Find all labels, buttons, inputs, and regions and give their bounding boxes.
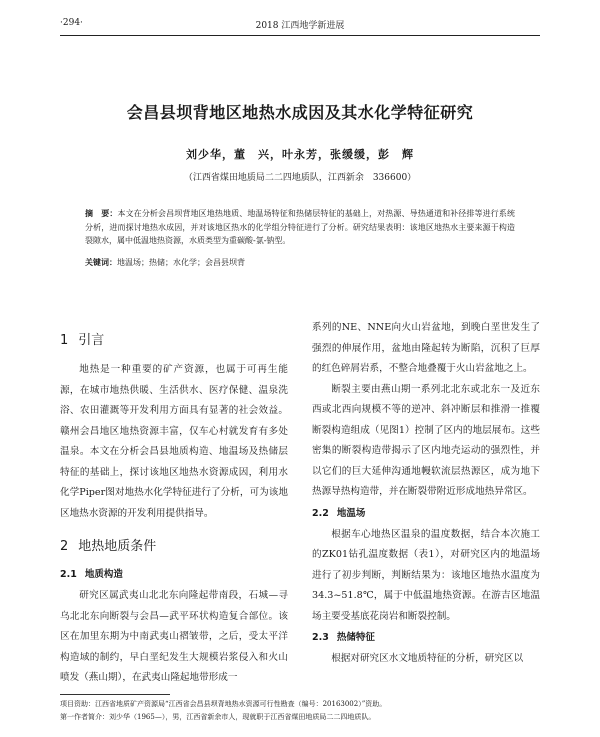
footnotes	[60, 698, 550, 724]
keywords-text: 地温场；热储；水化学；会昌县坝背	[117, 258, 245, 267]
paragraph: 地热是一种重要的矿产资源，也属于可再生能源，在城市地热供暖、生活供水、医疗保健、温泉洗浴、农田灌溉等开发利用方面具有显著的社会效益。赣州会昌地区地热资源丰富，仅车心村就发育有多处温泉。本文在分析会昌县地质构造、地温场及热储层特征的基础上，探讨该地区地热水资源成因，利用水化学Piper图对地热水化学特征进行了分析，可为该地区地热水资源的开发利用提供指导。	[60, 364, 288, 519]
section-number: 1	[60, 333, 69, 348]
subsection-title: 地温场	[336, 507, 366, 519]
paragraph: 系列的NE、NNE向火山岩盆地，到晚白垩世发生了强烈的伸展作用，盆地由隆起转为断陷，沉积了巨厚的红色碎屑岩系，不整合地叠覆于火山岩盆地之上。	[312, 322, 540, 374]
subsection-title: 热储特征	[336, 632, 375, 643]
subsection-heading-2-1	[60, 566, 288, 584]
footnote-funding: 项目资助：江西省地质矿产资源局“江西省会昌县坝背地热水资源可行性勘查（编号：20163002）”资助。	[60, 700, 387, 708]
subsection-heading-2-3	[312, 629, 540, 647]
right-column	[312, 318, 540, 670]
keywords-label: 关键词：	[85, 258, 117, 267]
paragraph: 根据车心地热区温泉的温度数据，结合本次施工的ZK01钻孔温度数据（表1），对研究区内的地温场进行了初步判断，判断结果为：该地区地热水温度为34.3~51.8℃，属于中低温地热资源。在游吉区地温场主要受基底花岗岩和断裂控制。	[312, 528, 540, 622]
abstract-label: 摘 要：	[85, 209, 118, 218]
section-title: 引言	[78, 333, 105, 348]
footnote-author: 第一作者简介：刘少华（1965—），男，江西省新余市人，现就职于江西省煤田地质局二二四地质队。	[60, 713, 376, 721]
running-header	[60, 18, 540, 36]
paragraph: 研究区属武夷山北北东向隆起带南段，石城—寻乌北北东向断裂与会昌—武平环状构造复合部位。该区在加里东期为中南武夷山褶皱带，之后，受太平洋构造域的制约，早白垩纪发生大规模岩浆侵入和火山喷发（燕山期），在武夷山隆起地带形成一	[60, 590, 288, 683]
page-number: ·294·	[60, 18, 83, 28]
subsection-number: 2.3	[312, 632, 329, 643]
paragraph: 根据对研究区水文地质特征的分析，研究区以	[331, 653, 524, 664]
authors: 刘少华，董 兴，叶永芳，张缓缓，彭 辉	[186, 148, 414, 161]
section-heading-1	[60, 330, 288, 352]
abstract-text: 本文在分析会昌坝背地区地热地质、地温场特征和热储层特征的基础上，对热源、导热通道和补径排等进行系统分析，进而探讨地热水成因，并对该地区热水的化学组分特征进行了分析。研究结果表明：该地区地热水主要来源于构造裂隙水，属中低温地热资源，水质类型为重碳酸-氯-钠型。	[85, 209, 516, 245]
keywords	[85, 256, 515, 269]
footnote-divider	[60, 694, 170, 695]
journal-name: 2018 江西地学新进展	[255, 21, 345, 31]
section-number: 2	[60, 539, 69, 554]
left-column	[60, 318, 288, 689]
section-title: 地热地质条件	[78, 539, 157, 554]
subsection-number: 2.2	[312, 507, 329, 519]
subsection-title: 地质构造	[84, 569, 123, 580]
affiliation: （江西省煤田地质局二二四地质队，江西新余 336600）	[183, 173, 417, 183]
abstract	[85, 207, 515, 248]
paragraph: 断裂主要由燕山期一系列北北东或北东一及近东西或北西向规模不等的逆冲、斜冲断层和推滑一推覆断裂构造组成（见图1）控制了区内的地层展布。这些密集的断裂构造带揭示了区内地壳运动的强烈性，并以它们的巨大延伸沟通地幔软流层热源区，成为地下热源导热构造带，并在断裂带附近形成地热异常区。	[312, 383, 540, 497]
subsection-heading-2-2	[312, 505, 540, 523]
section-heading-2	[60, 536, 288, 558]
subsection-number: 2.1	[60, 569, 77, 580]
paper-title: 会昌县坝背地区地热水成因及其水化学特征研究	[126, 103, 474, 122]
